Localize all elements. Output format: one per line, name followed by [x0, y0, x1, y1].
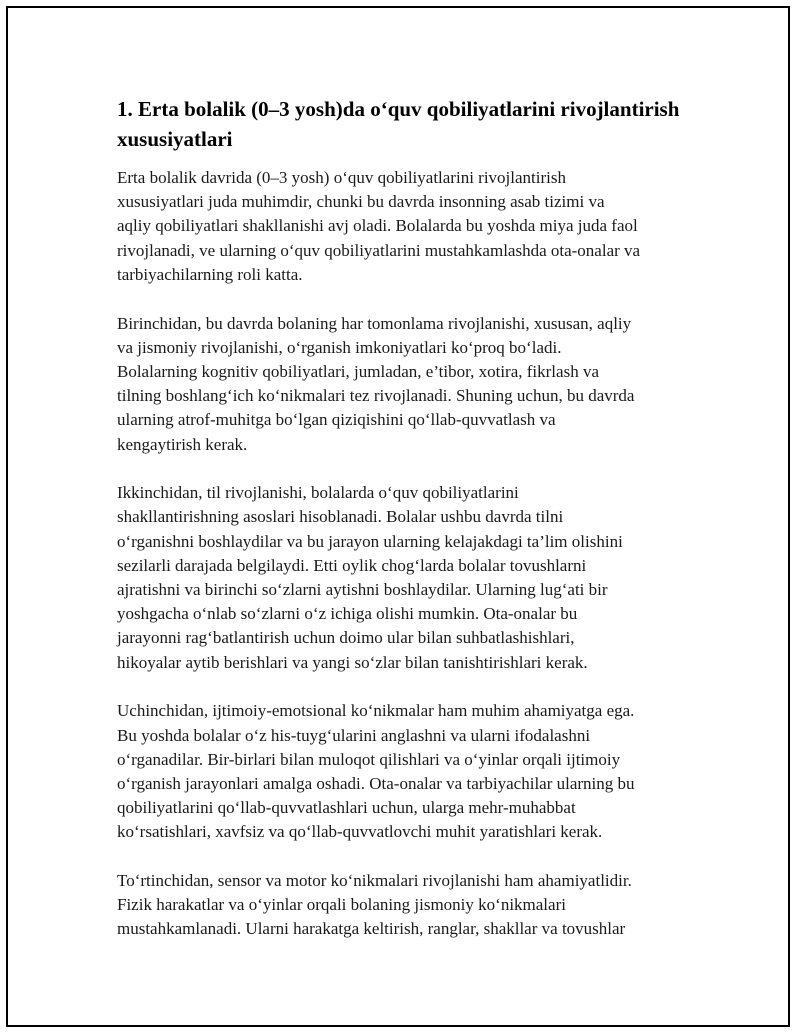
- section-heading: 1. Erta bolalik (0–3 yosh)da o‘quv qobiliyatlarini rivojlantirish xususiyatlari: [117, 97, 680, 151]
- document-body: [117, 94, 697, 966]
- paragraph-intro: Erta bolalik davrida (0–3 yosh) o‘quv qobiliyatlarini rivojlantirish xususiyatlari juda muhimdir, chunki bu davrda insonning asab tizimi va aqliy qobiliyatlari shakllanishi avj oladi. Bolalarda bu yoshda miya juda faol rivojlanadi, ve ularning o‘quv qobiliyatlarini mustahkamlashda ota-onalar va tarbiyachilarning roli katta.: [117, 168, 641, 284]
- paragraph-fourth: To‘rtinchidan, sensor va motor ko‘nikmalari rivojlanishi ham ahamiyatlidir. Fizik harakatlar va o‘yinlar orqali bolaning jismoniy ko‘nikmalari mustahkamlanadi. Ularni harakatga keltirish, ranglar, shakllar va tovushlar: [117, 871, 632, 939]
- paragraph-third: Uchinchidan, ijtimoiy-emotsional ko‘nikmalar ham muhim ahamiyatga ega. Bu yoshda bolalar o‘z his-tuyg‘ularini anglashni va ularni ifodalashni o‘rganadilar. Bir-birlari bilan muloqot qilishlari va o‘yinlar orqali ijtimoiy o‘rganish jarayonlari amalga oshadi. Ota-onalar va tarbiyachilar ularning bu qobiliyatlarini qo‘llab-quvvatlashlari uchun, ularga mehr-muhabbat ko‘rsatishlari, xavfsiz va qo‘llab-quvvatlovchi muhit yaratishlari kerak.: [117, 701, 635, 842]
- paragraph-first: Birinchidan, bu davrda bolaning har tomonlama rivojlanishi, xususan, aqliy va jismoniy rivojlanishi, o‘rganish imkoniyatlari ko‘proq bo‘ladi. Bolalarning kognitiv qobiliyatlari, jumladan, e’tibor, xotira, fikrlash va tilning boshlang‘ich ko‘nikmalari tez rivojlanadi. Shuning uchun, bu davrda ularning atrof-muhitga bo‘lgan qiziqishini qo‘llab-quvvatlash va kengaytirish kerak.: [117, 313, 635, 454]
- paragraph-second: Ikkinchidan, til rivojlanishi, bolalarda o‘quv qobiliyatlarini shakllantirishning asoslari hisoblanadi. Bolalar ushbu davrda tilni o‘rganishni boshlaydilar va bu jarayon ularning kelajakdagi ta’lim olishini sezilarli darajada belgilaydi. Etti oylik chog‘larda bolalar tovushlarni ajratishni va birinchi so‘zlarni aytishni boshlaydilar. Ularning lug‘ati bir yoshgacha o‘nlab so‘zlarni o‘z ichiga olishi mumkin. Ota-onalar bu jarayonni rag‘batlantirish uchun doimo ular bilan suhbatlashishlari, hikoyalar aytib berishlari va yangi so‘zlar bilan tanishtirishlari kerak.: [117, 483, 623, 672]
